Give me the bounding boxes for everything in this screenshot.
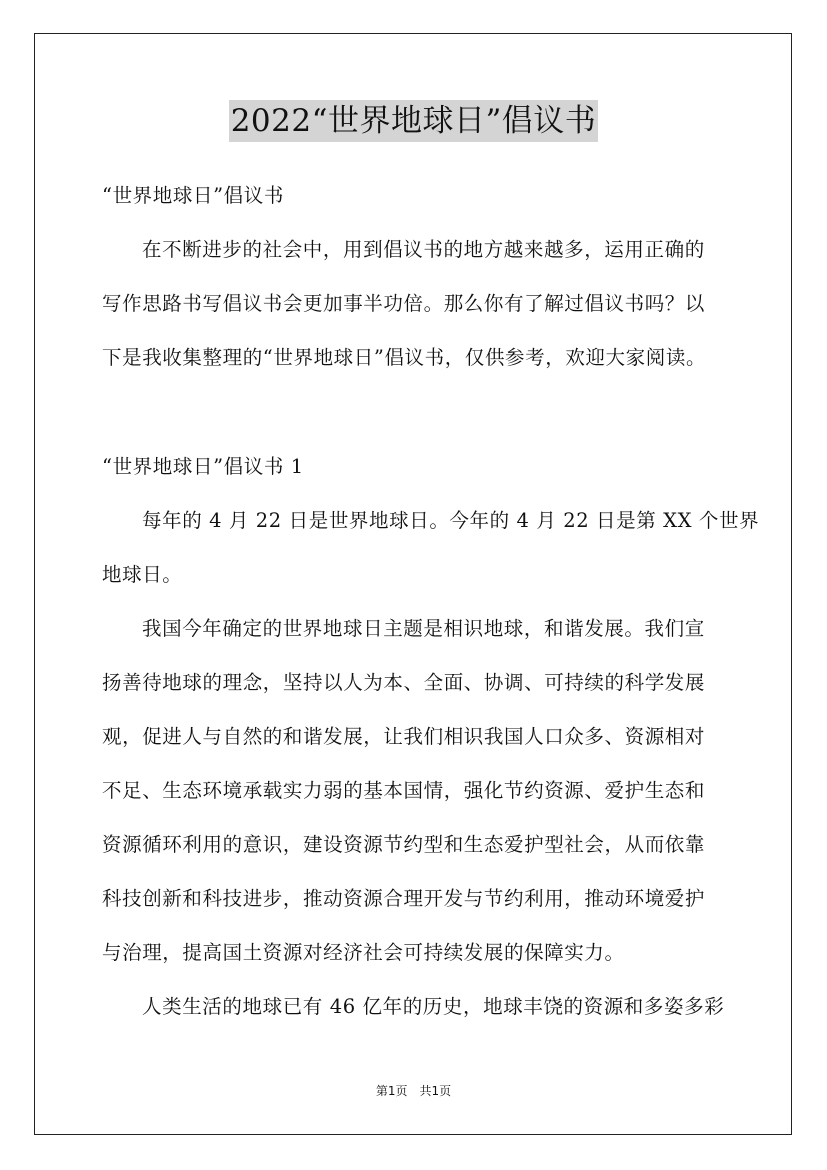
- paragraph-line: 科技创新和科技进步，推动资源合理开发与节约利用，推动环境爱护: [102, 887, 706, 910]
- page-footer: 第1页 共1页: [375, 1084, 452, 1098]
- paragraph-line: 观，促进人与自然的和谐发展，让我们相识我国人口众多、资源相对: [102, 725, 706, 748]
- paragraph-line: 地球日。: [102, 563, 183, 586]
- document-title: 2022“世界地球日”倡议书: [229, 100, 599, 142]
- intro-line: 在不断进步的社会中，用到倡议书的地方越来越多，运用正确的: [142, 238, 705, 261]
- paragraph-line: 不足、生态环境承载实力弱的基本国情，强化节约资源、爱护生态和: [102, 779, 706, 802]
- intro-line: 写作思路书写倡议书会更加事半功倍。那么你有了解过倡议书吗？以: [102, 292, 706, 315]
- intro-line: 下是我收集整理的“世界地球日”倡议书，仅供参考，欢迎大家阅读。: [102, 346, 707, 369]
- title-container: [0, 100, 827, 142]
- section-heading: “世界地球日”倡议书 1: [102, 455, 304, 478]
- paragraph-line: 资源循环利用的意识，建设资源节约型和生态爱护型社会，从而依靠: [102, 833, 706, 856]
- paragraph-line: 人类生活的地球已有 46 亿年的历史，地球丰饶的资源和多姿多彩: [142, 995, 725, 1018]
- paragraph-line: 每年的 4 月 22 日是世界地球日。今年的 4 月 22 日是第 XX 个世界: [142, 509, 760, 532]
- section-heading: “世界地球日”倡议书: [102, 184, 284, 207]
- paragraph-line: 我国今年确定的世界地球日主题是相识地球，和谐发展。我们宣: [142, 617, 705, 640]
- paragraph-line: 扬善待地球的理念，坚持以人为本、全面、协调、可持续的科学发展: [102, 671, 706, 694]
- paragraph-line: 与治理，提高国土资源对经济社会可持续发展的保障实力。: [102, 941, 625, 964]
